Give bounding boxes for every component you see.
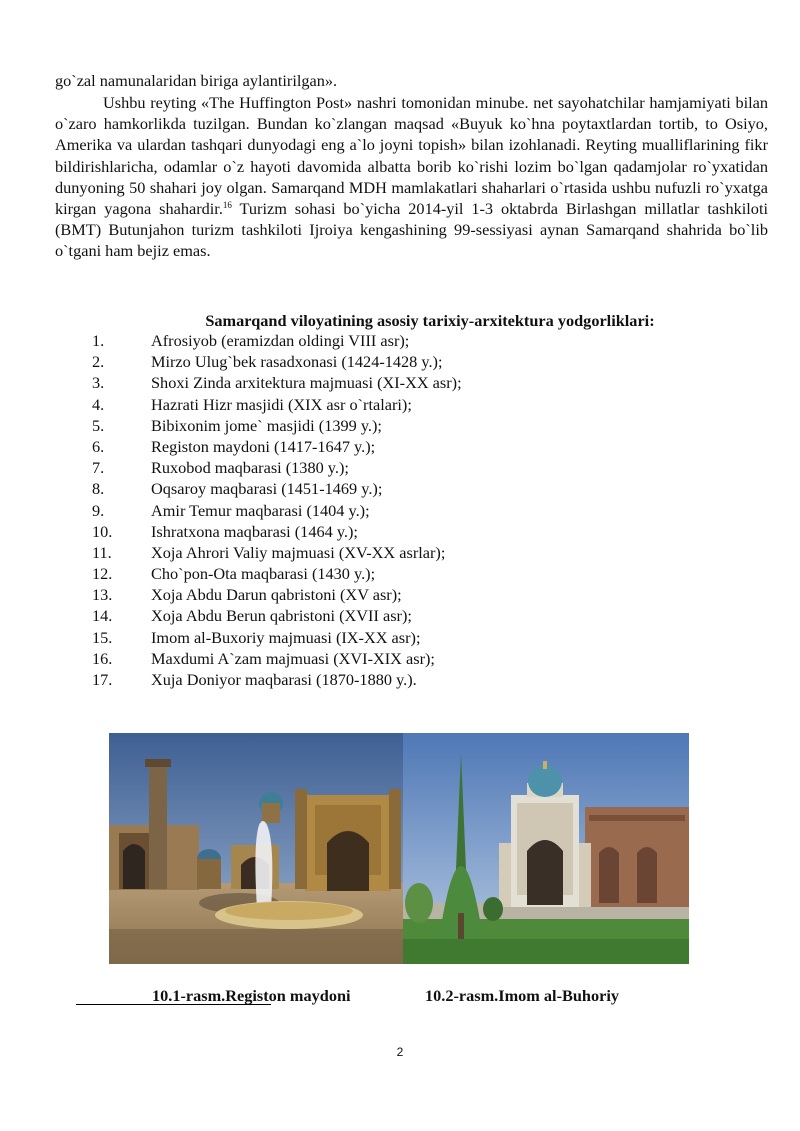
imam-al-bukhari-complex-photo: [403, 733, 689, 964]
list-item-number: 1.: [92, 331, 105, 350]
list-item-text: Mirzo Ulug`bek rasadxonasi (1424-1428 y.);: [151, 352, 443, 372]
paragraph-text-part-1: Ushbu reyting «The Huffington Post» nashri tomonidan minube. net sayohatchilar hamjamiyati bilan o`zaro hamkorlikda tuzilgan. Bundan ko`zlangan maqsad «Buyuk ko`hna poytaxtlardan tortib, to Osiyo, Amerika va ulardan tashqari dunyodagi eng a`lo joyni topish» bilan izohlanadi. Reyting mualliflarining fikr bildirishlaricha, odamlar o`z hayoti davomida albatta borib ko`rishi lozim bo`lgan qadamjolar ro`yxatidan dunyoning 50 shahari joy olgan. Samarqand MDH mamlakatlari shaharlari o`rtasida ushbu nufuzli ro`yxatga kirgan yagona shahardir.: [55, 93, 768, 219]
list-item: [0, 542, 800, 563]
list-item-number: 16.: [92, 648, 113, 668]
list-item-text: Afrosiyob (eramizdan oldingi VIII asr);: [151, 331, 410, 350]
list-item: [0, 436, 800, 457]
list-item: [0, 584, 800, 605]
list-item-text: Hazrati Hizr masjidi (XIX asr o`rtalari);: [151, 394, 412, 414]
list-heading: Samarqand viloyatining asosiy tarixiy-arxitektura yodgorliklari:: [205, 311, 655, 330]
list-item-text: Xoja Abdu Darun qabristoni (XV asr);: [151, 585, 402, 605]
footnote-reference[interactable]: 16: [222, 200, 232, 211]
list-item-text: Cho`pon-Ota maqbarasi (1430 y.);: [151, 564, 376, 584]
list-item: [0, 330, 800, 351]
paragraph-text-part-2: Turizm sohasi bo`yicha 2014-yil 1-3 oktabrda Birlashgan millatlar tashkiloti (BMT) Butunjahon turizm tashkiloti Ijroiya kengashining 99-sessiyasi aynan Samarqand shahrida bo`lib o`tgani ham bejiz emas.: [55, 199, 768, 261]
list-item: [0, 500, 800, 521]
list-item-number: 9.: [92, 500, 105, 520]
footnote-separator: [76, 1004, 271, 1005]
list-item-number: 10.: [92, 521, 113, 541]
list-item-text: Oqsaroy maqbarasi (1451-1469 y.);: [151, 479, 383, 499]
list-item: [0, 457, 800, 478]
list-item-number: 7.: [92, 458, 105, 478]
list-item-text: Registon maydoni (1417-1647 y.);: [151, 436, 376, 456]
list-item: [0, 669, 800, 690]
list-item: [0, 648, 800, 669]
list-item: [0, 478, 800, 499]
list-item: [0, 372, 800, 393]
figure-caption-registon: 10.1-rasm.Registon maydoni: [152, 986, 351, 1005]
list-item-number: 13.: [92, 585, 113, 605]
list-item: [0, 605, 800, 626]
list-item: [0, 521, 800, 542]
list-item-text: Ruxobod maqbarasi (1380 y.);: [151, 458, 349, 478]
list-item-number: 14.: [92, 606, 113, 626]
paragraph-reyting: [55, 92, 768, 262]
list-item: [0, 627, 800, 648]
list-item-text: Maxdumi A`zam majmuasi (XVI-XIX asr);: [151, 648, 435, 668]
list-item-number: 12.: [92, 564, 113, 584]
list-item-text: Xoja Ahrori Valiy majmuasi (XV-XX asrlar);: [151, 542, 446, 562]
list-item-text: Bibixonim jome` masjidi (1399 y.);: [151, 415, 382, 435]
list-item-number: 8.: [92, 479, 105, 499]
list-item-text: Ishratxona maqbarasi (1464 y.);: [151, 521, 358, 541]
list-item-text: Xoja Abdu Berun qabristoni (XVII asr);: [151, 606, 412, 626]
list-item-number: 2.: [92, 352, 105, 372]
list-item: [0, 351, 800, 372]
list-item-text: Imom al-Buxoriy majmuasi (IX-XX asr);: [151, 627, 421, 647]
monument-list: [0, 330, 800, 690]
list-item-text: Amir Temur maqbarasi (1404 y.);: [151, 500, 370, 520]
list-item-text: Shoxi Zinda arxitektura majmuasi (XI-XX asr);: [151, 373, 462, 393]
list-item-number: 11.: [92, 542, 112, 562]
registan-square-photo: [109, 733, 403, 964]
list-item: [0, 394, 800, 415]
list-item-number: 6.: [92, 436, 105, 456]
list-item-number: 5.: [92, 415, 105, 435]
list-item-number: 17.: [92, 670, 113, 689]
page-number: 2: [396, 1045, 404, 1059]
photo-row: [109, 733, 689, 964]
list-item: [0, 415, 800, 436]
list-item-number: 15.: [92, 627, 113, 647]
list-item-number: 4.: [92, 394, 105, 414]
list-item-number: 3.: [92, 373, 105, 393]
list-item: [0, 563, 800, 584]
list-item-text: Xuja Doniyor maqbarasi (1870-1880 y.).: [151, 670, 417, 689]
paragraph-continuation: go`zal namunalaridan biriga aylantirilgan».: [55, 71, 338, 90]
figure-caption-imom-al-buhoriy: 10.2-rasm.Imom al-Buhoriy: [425, 986, 620, 1005]
